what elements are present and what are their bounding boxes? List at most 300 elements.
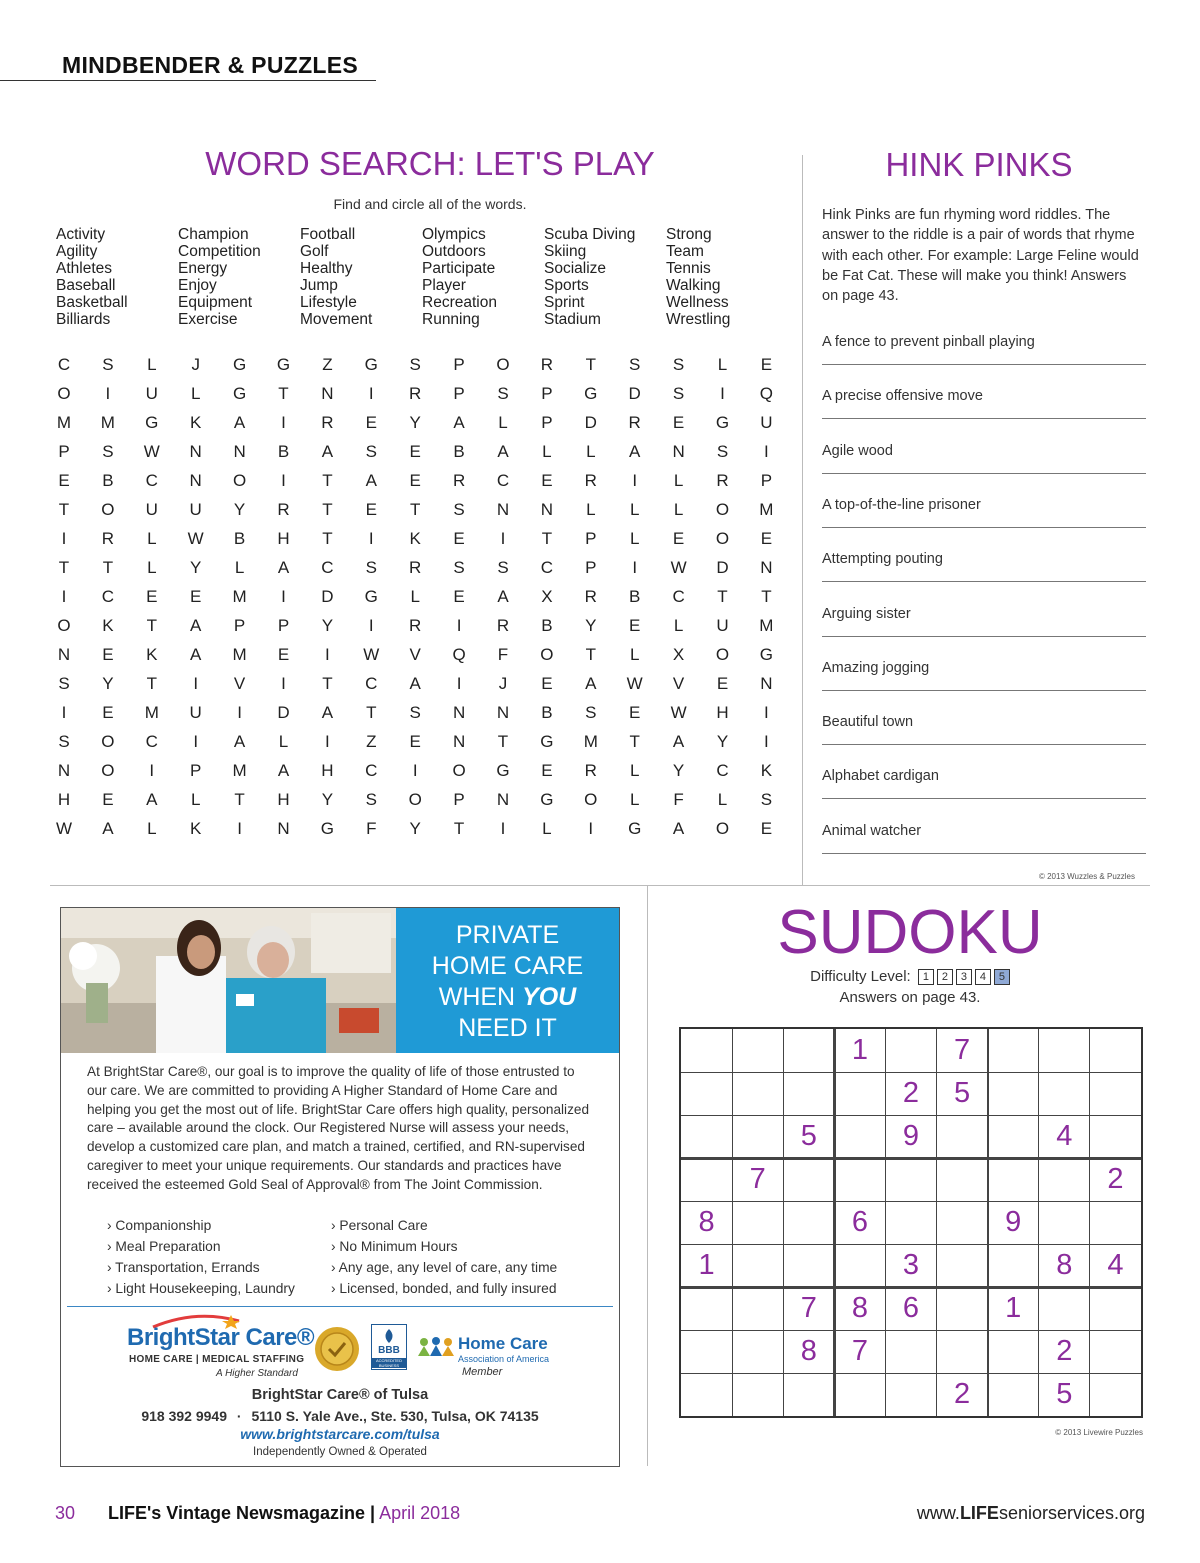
sudoku-cell[interactable] — [1090, 1115, 1141, 1158]
word-list-item: Sprint — [544, 294, 585, 311]
word-list-item: Agility — [56, 243, 98, 260]
sudoku-cell[interactable] — [681, 1373, 732, 1416]
grid-letter: Y — [716, 732, 729, 751]
ad-url-link[interactable]: www.brightstarcare.com/tulsa — [240, 1426, 440, 1442]
sudoku-cell[interactable]: 7 — [800, 1292, 817, 1324]
sudoku-cell[interactable]: 5 — [800, 1120, 817, 1152]
word-list-item: Athletes — [56, 260, 113, 277]
grid-letter: G — [145, 413, 159, 432]
word-list-item: Healthy — [300, 260, 353, 277]
riddle-item — [822, 823, 1146, 877]
riddle-question: Amazing jogging — [822, 659, 930, 676]
grid-letter: G — [364, 355, 378, 374]
grid-letter: A — [409, 674, 421, 693]
sudoku-cell[interactable] — [988, 1373, 1039, 1416]
grid-letter: N — [189, 471, 202, 490]
ad-features-right: › Personal Care › No Minimum Hours › Any age, any level of care, any time › Licensed, bonded, and fully insured — [331, 1218, 558, 1296]
grid-letter: S — [58, 732, 70, 751]
grid-letter: S — [672, 355, 685, 374]
grid-letter: S — [409, 703, 421, 722]
sudoku-cell[interactable] — [885, 1201, 936, 1244]
sudoku-cell[interactable] — [681, 1287, 732, 1330]
riddle-answer-line[interactable] — [822, 636, 1146, 637]
word-list-column — [300, 226, 422, 328]
word-list-item: Player — [422, 277, 466, 294]
grid-letter: I — [193, 674, 199, 693]
sudoku-difficulty — [650, 968, 1170, 985]
sudoku-cell[interactable]: 5 — [1056, 1378, 1073, 1410]
grid-letter: K — [190, 413, 202, 432]
sudoku-cell[interactable]: 7 — [851, 1335, 868, 1367]
grid-letter: C — [716, 761, 729, 780]
sudoku-cell[interactable] — [1039, 1287, 1090, 1330]
riddle-answer-line[interactable] — [822, 744, 1146, 745]
grid-letter: L — [542, 819, 552, 838]
sudoku-cell[interactable] — [988, 1029, 1039, 1072]
sudoku-cell[interactable] — [783, 1072, 834, 1115]
grid-letter: O — [101, 500, 115, 519]
grid-letter: C — [496, 471, 510, 490]
footer-website[interactable]: www.LIFEseniorservices.org — [916, 1503, 1145, 1523]
grid-letter: M — [759, 616, 774, 635]
riddle-item — [822, 443, 1146, 497]
grid-letter: A — [365, 471, 377, 490]
grid-letter: S — [497, 384, 509, 403]
grid-letter: Y — [409, 413, 421, 432]
difficulty-label: Difficulty Level: — [810, 968, 911, 985]
sudoku-cell[interactable] — [732, 1373, 783, 1416]
sudoku-cell[interactable]: 6 — [902, 1292, 920, 1324]
grid-letter: E — [58, 471, 70, 490]
sudoku-cell[interactable]: 9 — [1005, 1206, 1022, 1238]
ad-features-left: › Companionship › Meal Preparation › Transportation, Errands › Light Housekeeping, Laundry — [107, 1218, 295, 1296]
sudoku-cell[interactable] — [783, 1373, 834, 1416]
riddle-question: Alphabet cardigan — [822, 768, 939, 785]
grid-letter: B — [102, 471, 114, 490]
grid-letter: K — [409, 529, 421, 548]
grid-letter: P — [453, 355, 465, 374]
grid-letter: I — [632, 558, 638, 577]
grid-letter: L — [717, 355, 728, 374]
sudoku-cell[interactable] — [988, 1244, 1039, 1287]
grid-letter: Q — [452, 645, 466, 664]
grid-letter: T — [58, 558, 70, 577]
brightstar-ad[interactable] — [60, 907, 620, 1467]
sudoku-cell[interactable] — [732, 1287, 783, 1330]
word-list-item: Activity — [56, 226, 106, 243]
grid-letter: N — [540, 500, 554, 519]
grid-letter: D — [628, 384, 641, 403]
grid-letter: N — [672, 442, 685, 461]
difficulty-level-5: 5 — [994, 969, 1010, 985]
sudoku-cell[interactable]: 7 — [749, 1163, 766, 1195]
sudoku-cell[interactable] — [681, 1330, 732, 1373]
sudoku-cell[interactable]: 1 — [851, 1034, 868, 1066]
grid-letter: L — [190, 384, 201, 403]
grid-letter: T — [541, 529, 553, 548]
grid-letter: M — [583, 732, 598, 751]
sudoku-cell[interactable] — [988, 1330, 1039, 1373]
sudoku-cell[interactable]: 6 — [851, 1206, 868, 1238]
grid-letter: N — [496, 703, 510, 722]
grid-letter: L — [498, 413, 508, 432]
grid-letter: D — [277, 703, 290, 722]
grid-letter: S — [672, 384, 685, 403]
word-list-item: Competition — [178, 243, 261, 260]
sudoku-cell[interactable] — [732, 1072, 783, 1115]
sudoku-cell[interactable] — [1039, 1158, 1090, 1201]
grid-letter: M — [56, 413, 72, 432]
grid-letter: W — [187, 529, 204, 548]
sudoku-cell[interactable]: 2 — [902, 1077, 920, 1109]
grid-letter: T — [278, 384, 289, 403]
grid-letter: E — [102, 790, 114, 809]
word-list-item: Champion — [178, 226, 249, 243]
ad-body-text: At BrightStar Care®, our goal is to improve the quality of life of those entrusted to our care. We are committed to providing A Higher Standard of Home Care and helping you get the most out of life. BrightStar Care offers high quality, personalized care – available around the clock. Our Registered Nurse will assess your needs, develop a customized care plan, and match a trained, certified, and RN-supervised caregiver to meet your unique requirements. Our standards and practices have received the esteemed Gold Seal of Approval® from The Joint Commission. — [87, 1064, 589, 1192]
grid-letter: A — [321, 703, 334, 722]
grid-letter: G — [320, 819, 334, 838]
sudoku-cell[interactable] — [1090, 1330, 1141, 1373]
grid-letter: Y — [102, 674, 114, 693]
grid-letter: A — [321, 442, 334, 461]
sudoku-cell[interactable] — [732, 1029, 783, 1072]
sudoku-cell[interactable] — [937, 1158, 988, 1201]
sudoku-cell[interactable] — [937, 1287, 988, 1330]
caregiver-photo — [61, 908, 396, 1053]
sudoku-cell[interactable] — [783, 1029, 834, 1072]
grid-letter: C — [672, 587, 685, 606]
ad-office: BrightStar Care® of Tulsa — [251, 1387, 429, 1403]
grid-letter: W — [363, 645, 380, 664]
riddle-answer-line[interactable] — [822, 853, 1146, 854]
sudoku-cell[interactable] — [834, 1115, 885, 1158]
riddle-answer-line[interactable] — [822, 581, 1146, 582]
grid-letter: R — [452, 471, 466, 490]
grid-letter: S — [453, 500, 465, 519]
word-list-item: Strong — [666, 226, 712, 243]
grid-letter: P — [277, 616, 290, 635]
grid-letter: F — [673, 790, 684, 809]
grid-letter: P — [760, 471, 773, 490]
ad-phone[interactable]: 918 392 9949 — [141, 1408, 227, 1424]
grid-letter: I — [368, 529, 374, 548]
grid-letter: V — [672, 674, 685, 693]
grid-letter: I — [237, 819, 242, 838]
grid-letter: C — [540, 558, 554, 577]
grid-letter: U — [760, 413, 773, 432]
grid-letter: E — [672, 529, 685, 548]
grid-letter: T — [322, 500, 333, 519]
sudoku-cell[interactable] — [834, 1373, 885, 1416]
grid-letter: O — [101, 732, 115, 751]
sudoku-cell[interactable] — [885, 1330, 936, 1373]
sudoku-cell[interactable]: 2 — [954, 1378, 971, 1410]
grid-letter: P — [58, 442, 70, 461]
grid-letter: T — [497, 732, 509, 751]
grid-letter: R — [540, 355, 554, 374]
sudoku-cell[interactable] — [834, 1158, 885, 1201]
sudoku-cell[interactable] — [885, 1373, 936, 1416]
grid-letter: W — [626, 674, 643, 693]
grid-letter: B — [541, 703, 553, 722]
sudoku-cell[interactable] — [732, 1330, 783, 1373]
sudoku-cell[interactable] — [1039, 1201, 1090, 1244]
footer-magazine: LIFE's Vintage Newsmagazine | April 2018 — [108, 1503, 461, 1523]
grid-letter: Y — [672, 761, 685, 780]
grid-letter: E — [409, 442, 421, 461]
grid-letter: G — [759, 645, 773, 664]
grid-letter: T — [717, 587, 728, 606]
grid-letter: G — [364, 587, 378, 606]
sudoku-cell[interactable]: 7 — [954, 1034, 971, 1066]
grid-letter: G — [584, 384, 598, 403]
grid-letter: H — [57, 790, 71, 809]
grid-letter: O — [715, 500, 730, 519]
grid-letter: J — [498, 674, 508, 693]
grid-letter: J — [191, 355, 200, 374]
grid-letter: E — [409, 732, 421, 751]
grid-letter: G — [715, 413, 730, 432]
grid-letter: L — [190, 790, 201, 809]
word-list-item: Wellness — [666, 294, 729, 311]
grid-letter: R — [628, 413, 641, 432]
sudoku-cell[interactable] — [988, 1115, 1039, 1158]
riddle-answer-line[interactable] — [822, 798, 1146, 799]
grid-letter: V — [233, 674, 246, 693]
riddle-question: A top-of-the-line prisoner — [822, 496, 981, 513]
grid-letter: I — [281, 674, 286, 693]
word-list-item: Lifestyle — [300, 294, 357, 311]
grid-letter: L — [147, 529, 157, 548]
riddle-answer-line[interactable] — [822, 364, 1146, 365]
grid-letter: L — [629, 761, 640, 780]
grid-letter: S — [716, 442, 729, 461]
sudoku-cell[interactable] — [1039, 1029, 1090, 1072]
sudoku-cell[interactable] — [1090, 1373, 1141, 1416]
riddle-question: Agile wood — [822, 442, 893, 459]
sudoku-cell[interactable] — [1090, 1072, 1141, 1115]
sudoku-cell[interactable] — [732, 1244, 783, 1287]
sudoku-cell[interactable] — [1090, 1201, 1141, 1244]
riddle-question: A fence to prevent pinball playing — [822, 334, 1035, 350]
grid-letter: B — [453, 442, 465, 461]
sudoku-cell[interactable]: 9 — [902, 1120, 920, 1152]
word-list-item: Baseball — [56, 277, 116, 294]
sudoku-cell[interactable] — [681, 1158, 732, 1201]
grid-letter: A — [233, 732, 246, 751]
sudoku-cell[interactable]: 8 — [698, 1206, 715, 1238]
magazine-name: LIFE's Vintage Newsmagazine — [108, 1503, 366, 1523]
sudoku-cell[interactable] — [681, 1072, 732, 1115]
grid-letter: O — [715, 529, 730, 548]
sudoku-cell[interactable] — [1090, 1287, 1141, 1330]
grid-letter: A — [453, 413, 465, 432]
sudoku-cell[interactable]: 2 — [1107, 1163, 1124, 1195]
sudoku-cell[interactable] — [937, 1330, 988, 1373]
grid-letter: V — [409, 645, 421, 664]
row-divider — [50, 885, 1150, 886]
word-list-item: Running — [422, 311, 480, 328]
grid-letter: L — [629, 645, 640, 664]
grid-letter: N — [760, 558, 773, 577]
word-list-item: Equipment — [178, 294, 253, 311]
grid-letter: C — [57, 355, 71, 374]
grid-letter: R — [101, 529, 115, 548]
word-list-item: Walking — [666, 277, 721, 294]
grid-letter: W — [143, 442, 160, 461]
hca-logo: Home Care — [458, 1334, 548, 1353]
grid-letter: O — [408, 790, 422, 809]
sudoku-cell[interactable] — [783, 1158, 834, 1201]
grid-letter: B — [629, 587, 641, 606]
sudoku-cell[interactable] — [834, 1072, 885, 1115]
riddle-answer-line[interactable] — [822, 690, 1146, 691]
word-list-item: Movement — [300, 311, 373, 328]
grid-letter: N — [452, 732, 466, 751]
sudoku-cell[interactable]: 4 — [1107, 1249, 1124, 1281]
sudoku-cell[interactable] — [1090, 1029, 1141, 1072]
bbb-torch-icon — [372, 1327, 406, 1345]
grid-letter: I — [61, 587, 67, 606]
grid-letter: N — [57, 645, 71, 664]
riddle-answer-line[interactable] — [822, 418, 1146, 419]
grid-letter: I — [281, 471, 286, 490]
grid-letter: W — [670, 703, 687, 722]
word-list-item: Energy — [178, 260, 228, 277]
sudoku-cell[interactable] — [681, 1029, 732, 1072]
grid-letter: R — [584, 587, 597, 606]
grid-letter: L — [717, 790, 728, 809]
grid-letter: K — [102, 616, 114, 635]
sudoku-cell[interactable] — [885, 1029, 936, 1072]
grid-letter: I — [325, 732, 330, 751]
sudoku-cell[interactable] — [937, 1244, 988, 1287]
grid-letter: T — [585, 645, 596, 664]
ad-address: 5110 S. Yale Ave., Ste. 530, Tulsa, OK 74135 — [251, 1408, 539, 1424]
grid-letter: Y — [409, 819, 421, 838]
grid-letter: H — [277, 529, 290, 548]
sudoku-cell[interactable]: 1 — [698, 1249, 715, 1281]
grid-letter: G — [232, 355, 247, 374]
riddle-question: A precise offensive move — [822, 388, 983, 405]
riddle-answer-line[interactable] — [822, 473, 1146, 474]
grid-letter: H — [321, 761, 334, 780]
sudoku-cell[interactable]: 8 — [851, 1292, 868, 1324]
grid-letter: G — [628, 819, 642, 838]
sudoku-cell[interactable]: 8 — [1056, 1249, 1073, 1281]
grid-letter: L — [410, 587, 420, 606]
grid-letter: S — [365, 790, 377, 809]
grid-letter: T — [102, 558, 114, 577]
grid-letter: I — [105, 384, 111, 403]
sudoku-cell[interactable]: 1 — [1005, 1292, 1022, 1324]
grid-letter: C — [321, 558, 334, 577]
riddle-question: Beautiful town — [822, 714, 914, 731]
riddle-answer-line[interactable] — [822, 527, 1146, 528]
grid-letter: K — [190, 819, 202, 838]
difficulty-level-1: 1 — [918, 969, 934, 985]
page-number: 30 — [55, 1503, 76, 1523]
sudoku-cell[interactable] — [681, 1115, 732, 1158]
grid-letter: P — [541, 384, 553, 403]
grid-letter: R — [277, 500, 290, 519]
sudoku-cell[interactable]: 5 — [954, 1077, 971, 1109]
grid-letter: P — [453, 384, 465, 403]
grid-letter: F — [497, 645, 509, 664]
word-list-item: Enjoy — [178, 277, 217, 294]
sudoku-grid — [679, 1027, 1143, 1418]
grid-letter: L — [586, 442, 596, 461]
grid-letter: R — [321, 413, 334, 432]
grid-letter: O — [715, 819, 730, 838]
grid-letter: T — [58, 500, 70, 519]
grid-letter: E — [760, 529, 773, 548]
grid-letter: S — [453, 558, 465, 577]
sudoku-cell[interactable]: 3 — [902, 1249, 920, 1281]
grid-letter: L — [673, 500, 684, 519]
sudoku-cell[interactable] — [783, 1201, 834, 1244]
sudoku-cell[interactable] — [1039, 1072, 1090, 1115]
sudoku-cell[interactable] — [783, 1244, 834, 1287]
ad-rule — [67, 1306, 613, 1307]
sudoku-cell[interactable] — [988, 1158, 1039, 1201]
grid-letter: P — [585, 558, 597, 577]
grid-letter: K — [760, 761, 773, 780]
bbb-badge: BBB ACCREDITED BUSINESS — [371, 1324, 407, 1370]
grid-letter: E — [146, 587, 158, 606]
grid-letter: O — [57, 616, 71, 635]
grid-letter: Z — [322, 355, 333, 374]
grid-letter: D — [716, 558, 729, 577]
grid-letter: L — [278, 732, 289, 751]
sudoku-cell[interactable] — [988, 1072, 1039, 1115]
riddle-item — [822, 606, 1146, 660]
grid-letter: L — [673, 616, 684, 635]
sudoku-cell[interactable] — [937, 1115, 988, 1158]
grid-letter: G — [496, 761, 510, 780]
grid-letter: E — [672, 413, 685, 432]
word-list-item: Wrestling — [666, 311, 731, 328]
grid-letter: T — [322, 529, 333, 548]
grid-letter: R — [409, 616, 422, 635]
sudoku-cell[interactable] — [732, 1201, 783, 1244]
grid-letter: X — [541, 587, 553, 606]
grid-letter: I — [764, 703, 769, 722]
sudoku-cell[interactable] — [732, 1115, 783, 1158]
grid-letter: R — [584, 471, 597, 490]
grid-letter: L — [629, 500, 640, 519]
grid-letter: A — [190, 645, 202, 664]
sudoku-cell[interactable]: 2 — [1056, 1335, 1073, 1367]
grid-letter: L — [586, 500, 596, 519]
grid-letter: X — [672, 645, 685, 664]
grid-letter: T — [146, 616, 157, 635]
sudoku-cell[interactable] — [885, 1158, 936, 1201]
grid-letter: H — [277, 790, 290, 809]
word-list-item: Recreation — [422, 294, 497, 311]
sudoku-cell[interactable]: 8 — [800, 1335, 817, 1367]
sudoku-cell[interactable] — [834, 1244, 885, 1287]
riddle-question: Attempting pouting — [822, 551, 943, 568]
grid-letter: E — [716, 674, 729, 693]
sudoku-cell[interactable]: 4 — [1056, 1120, 1073, 1152]
grid-letter: Y — [321, 616, 334, 635]
grid-letter: I — [193, 732, 199, 751]
grid-letter: B — [277, 442, 290, 461]
grid-letter: T — [453, 819, 465, 838]
grid-letter: R — [716, 471, 729, 490]
sudoku-cell[interactable] — [937, 1201, 988, 1244]
